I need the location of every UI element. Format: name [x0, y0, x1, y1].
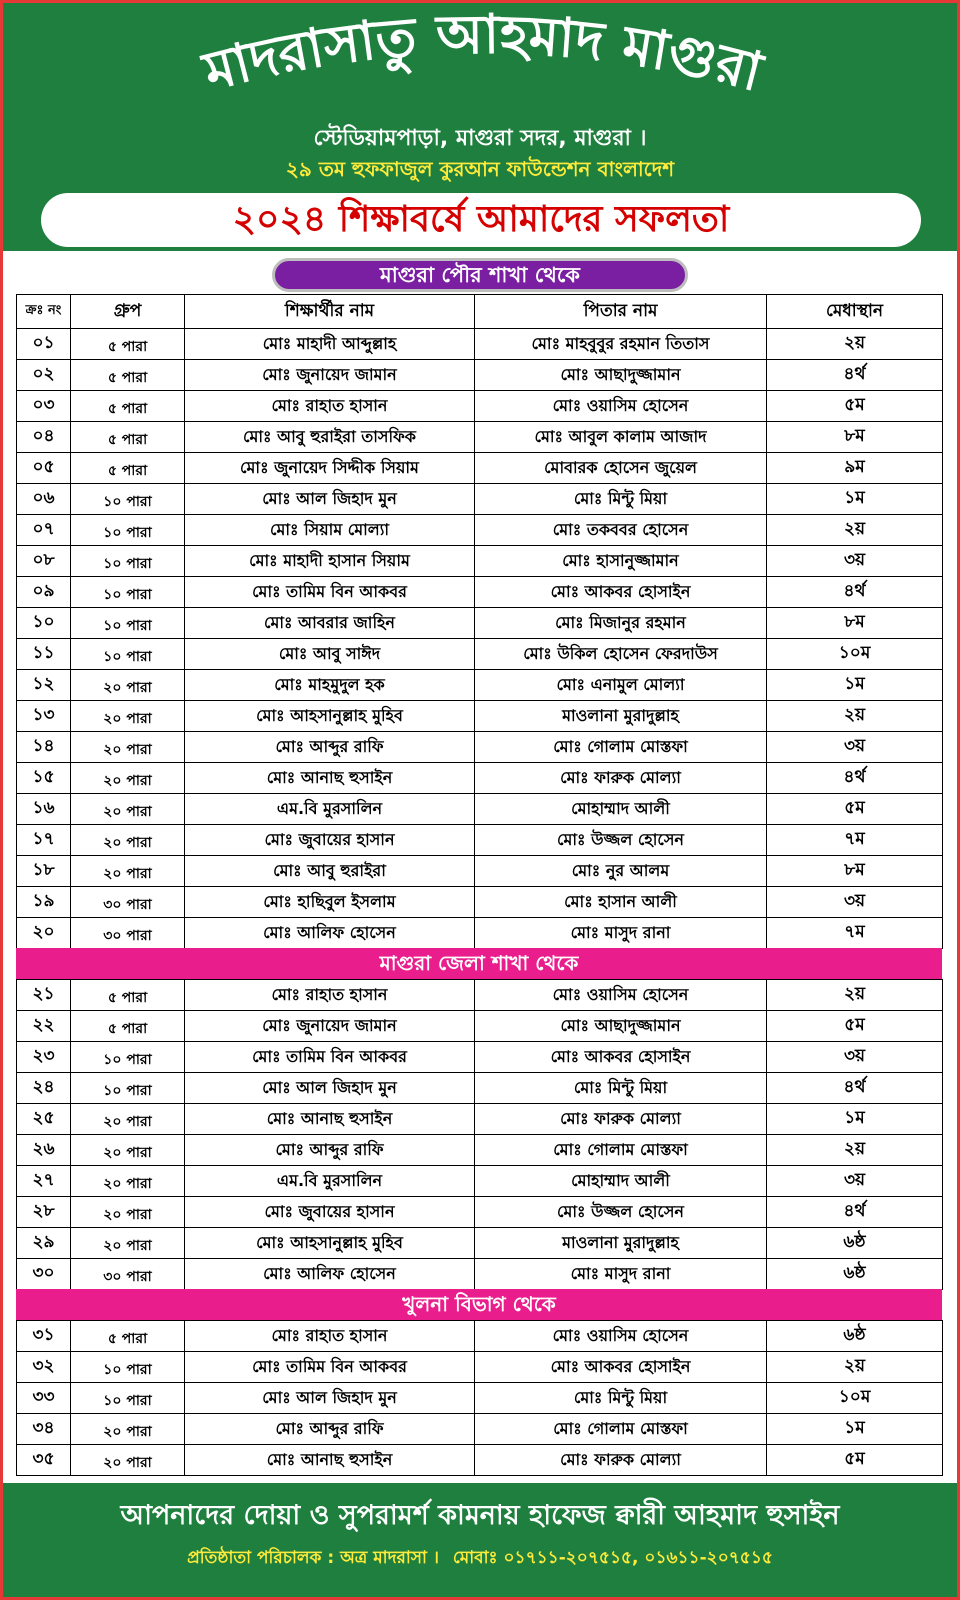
student-name-cell: এম.বি মুরসালিন [185, 794, 475, 825]
table-row [17, 1352, 943, 1383]
father-name-cell: মোঃ এনামুল মোল্যা [475, 670, 767, 701]
rank-cell: ৫ম [767, 391, 943, 422]
father-name-cell: মোঃ নুর আলম [475, 856, 767, 887]
table-row [17, 1197, 943, 1228]
table-row [17, 1321, 943, 1352]
group-cell: ২০ পারা [71, 1445, 185, 1476]
serial-cell: ৩১ [17, 1321, 71, 1352]
table-row [17, 422, 943, 453]
svg-text:মাদরাসাতু আহমাদ মাগুরা [195, 3, 770, 104]
student-name-cell: মোঃ জুনায়েদ জামান [185, 360, 475, 391]
footer-dua-line: আপনাদের দোয়া ও সুপরামর্শ কামনায় হাফেজ ক্বারী আহমাদ হুসাইন [120, 1500, 840, 1531]
serial-cell: ২৫ [17, 1104, 71, 1135]
rank-cell: ১ম [767, 484, 943, 515]
header [3, 3, 957, 251]
group-cell: ২০ পারা [71, 732, 185, 763]
student-name-cell: মোঃ রাহাত হাসান [185, 980, 475, 1011]
rank-cell: ৬ষ্ঠ [767, 1259, 943, 1290]
student-name-cell: মোঃ আবরার জাহিন [185, 608, 475, 639]
serial-cell: ০৯ [17, 577, 71, 608]
student-name-cell: মোঃ আল জিহাদ মুন [185, 1383, 475, 1414]
father-name-cell: মোঃ মাসুদ রানা [475, 1259, 767, 1290]
father-name-cell: মোঃ উজ্জল হোসেন [475, 1197, 767, 1228]
phone-text: মোবাঃ ০১৭১১-২০৭৫১৫, ০১৬১১-২০৭৫১৫ [452, 1548, 773, 1568]
results-table-pourashava [16, 294, 943, 949]
serial-cell: ১৯ [17, 887, 71, 918]
student-name-cell: মোঃ আহসানুল্লাহ মুহিব [185, 701, 475, 732]
rank-cell: ৩য় [767, 732, 943, 763]
serial-cell: ১৫ [17, 763, 71, 794]
student-name-cell: মোঃ আলিফ হোসেন [185, 918, 475, 949]
father-name-cell: মোঃ ওয়াসিম হোসেন [475, 1321, 767, 1352]
student-name-cell: মোঃ আবু সাঈদ [185, 639, 475, 670]
group-cell: ২০ পারা [71, 1135, 185, 1166]
student-name-cell: মোঃ মাহাদী হাসান সিয়াম [185, 546, 475, 577]
table-row [17, 515, 943, 546]
section-label-district: মাগুরা জেলা শাখা থেকে [16, 948, 942, 979]
group-cell: ৫ পারা [71, 329, 185, 360]
section-label-division: খুলনা বিভাগ থেকে [16, 1289, 942, 1320]
rank-cell: ২য় [767, 515, 943, 546]
student-name-cell: মোঃ তামিম বিন আকবর [185, 1042, 475, 1073]
table-header-row [17, 295, 943, 329]
rank-cell: ৮ম [767, 422, 943, 453]
serial-cell: ১৪ [17, 732, 71, 763]
father-name-cell: মোঃ মাহবুবুর রহমান তিতাস [475, 329, 767, 360]
table-row [17, 670, 943, 701]
column-header-serial: ক্রঃ নং [17, 295, 71, 329]
father-name-cell: মোঃ আছাদুজ্জামান [475, 360, 767, 391]
student-name-cell: মোঃ রাহাত হাসান [185, 1321, 475, 1352]
table-row [17, 577, 943, 608]
serial-cell: ৩৩ [17, 1383, 71, 1414]
rank-cell: ৩য় [767, 1042, 943, 1073]
table-row [17, 980, 943, 1011]
father-name-cell: মোঃ হাসানুজ্জামান [475, 546, 767, 577]
rank-cell: ৪র্থ [767, 1073, 943, 1104]
table-row [17, 1011, 943, 1042]
serial-cell: ২৬ [17, 1135, 71, 1166]
student-name-cell: মোঃ মাহাদী আব্দুল্লাহ [185, 329, 475, 360]
rank-cell: ৩য় [767, 887, 943, 918]
group-cell: ৩০ পারা [71, 918, 185, 949]
table-row [17, 453, 943, 484]
group-cell: ১০ পারা [71, 1073, 185, 1104]
group-cell: ১০ পারা [71, 515, 185, 546]
rank-cell: ৫ম [767, 794, 943, 825]
table-row [17, 856, 943, 887]
student-name-cell: মোঃ আনাছ হুসাইন [185, 763, 475, 794]
serial-cell: ২১ [17, 980, 71, 1011]
father-name-cell: মোহাম্মাদ আলী [475, 794, 767, 825]
father-name-cell: মোঃ গোলাম মোস্তফা [475, 1414, 767, 1445]
table-row [17, 391, 943, 422]
group-cell: ৫ পারা [71, 1321, 185, 1352]
father-name-cell: মোঃ উজ্জল হোসেন [475, 825, 767, 856]
group-cell: ২০ পারা [71, 825, 185, 856]
rank-cell: ১০ম [767, 639, 943, 670]
father-name-cell: মোঃ হাসান আলী [475, 887, 767, 918]
serial-cell: ২৩ [17, 1042, 71, 1073]
rank-cell: ২য় [767, 701, 943, 732]
group-cell: ২০ পারা [71, 1166, 185, 1197]
serial-cell: ১৩ [17, 701, 71, 732]
group-cell: ১০ পারা [71, 1352, 185, 1383]
father-name-cell: মোঃ মিজানুর রহমান [475, 608, 767, 639]
father-name-cell: মোঃ মাসুদ রানা [475, 918, 767, 949]
success-banner: ২০২৪ শিক্ষাবর্ষে আমাদের সফলতা [41, 193, 921, 247]
rank-cell: ২য় [767, 1135, 943, 1166]
serial-cell: ২৯ [17, 1228, 71, 1259]
serial-cell: ০৬ [17, 484, 71, 515]
section-label-pourashava: মাগুরা পৌর শাখা থেকে [272, 258, 688, 292]
student-name-cell: মোঃ রাহাত হাসান [185, 391, 475, 422]
table-row [17, 1414, 943, 1445]
serial-cell: ২৪ [17, 1073, 71, 1104]
student-name-cell: মোঃ তামিম বিন আকবর [185, 1352, 475, 1383]
table-row [17, 701, 943, 732]
table-row [17, 732, 943, 763]
rank-cell: ১০ম [767, 1383, 943, 1414]
group-cell: ১০ পারা [71, 1042, 185, 1073]
serial-cell: ০৩ [17, 391, 71, 422]
table-row [17, 484, 943, 515]
group-cell: ৩০ পারা [71, 1259, 185, 1290]
results-table-division [16, 1320, 943, 1476]
serial-cell: ০১ [17, 329, 71, 360]
father-name-cell: মোঃ ফারুক মোল্যা [475, 1445, 767, 1476]
student-name-cell: মোঃ হাছিবুল ইসলাম [185, 887, 475, 918]
father-name-cell: মাওলানা মুরাদুল্লাহ [475, 701, 767, 732]
rank-cell: ২য় [767, 1352, 943, 1383]
father-name-cell: মাওলানা মুরাদুল্লাহ [475, 1228, 767, 1259]
serial-cell: ০৪ [17, 422, 71, 453]
group-cell: ১০ পারা [71, 608, 185, 639]
student-name-cell: মোঃ মাহমুদুল হক [185, 670, 475, 701]
group-cell: ১০ পারা [71, 546, 185, 577]
student-name-cell: মোঃ আলিফ হোসেন [185, 1259, 475, 1290]
student-name-cell: মোঃ আল জিহাদ মুন [185, 1073, 475, 1104]
rank-cell: ৪র্থ [767, 1197, 943, 1228]
serial-cell: ০৭ [17, 515, 71, 546]
student-name-cell: মোঃ সিয়াম মোল্যা [185, 515, 475, 546]
rank-cell: ৪র্থ [767, 763, 943, 794]
column-header-rank: মেধাস্থান [767, 295, 943, 329]
rank-cell: ৭ম [767, 918, 943, 949]
serial-cell: ৩৪ [17, 1414, 71, 1445]
father-name-cell: মোঃ ফারুক মোল্যা [475, 1104, 767, 1135]
serial-cell: ১৬ [17, 794, 71, 825]
foundation-line: ২৯ তম হুফফাজুল কুরআন ফাউন্ডেশন বাংলাদেশ [285, 157, 675, 181]
serial-cell: ০৫ [17, 453, 71, 484]
group-cell: ২০ পারা [71, 794, 185, 825]
rank-cell: ৪র্থ [767, 577, 943, 608]
group-cell: ১০ পারা [71, 639, 185, 670]
table-row [17, 1073, 943, 1104]
group-cell: ৫ পারা [71, 391, 185, 422]
table-row [17, 887, 943, 918]
table-row [17, 1228, 943, 1259]
footer [3, 1483, 957, 1597]
student-name-cell: মোঃ জুবায়ের হাসান [185, 825, 475, 856]
father-name-cell: মোঃ ফারুক মোল্যা [475, 763, 767, 794]
rank-cell: ৩য় [767, 546, 943, 577]
student-name-cell: মোঃ তামিম বিন আকবর [185, 577, 475, 608]
rank-cell: ৬ষ্ঠ [767, 1321, 943, 1352]
table-row [17, 546, 943, 577]
group-cell: ২০ পারা [71, 670, 185, 701]
student-name-cell: মোঃ আব্দুর রাফি [185, 1135, 475, 1166]
rank-cell: ২য় [767, 980, 943, 1011]
serial-cell: ১১ [17, 639, 71, 670]
father-name-cell: মোবারক হোসেন জুয়েল [475, 453, 767, 484]
student-name-cell: মোঃ আব্দুর রাফি [185, 1414, 475, 1445]
father-name-cell: মোঃ আকবর হোসাইন [475, 1042, 767, 1073]
serial-cell: ৩২ [17, 1352, 71, 1383]
student-name-cell: মোঃ আল জিহাদ মুন [185, 484, 475, 515]
father-name-cell: মোঃ গোলাম মোস্তফা [475, 1135, 767, 1166]
group-cell: ২০ পারা [71, 1228, 185, 1259]
group-cell: ২০ পারা [71, 1197, 185, 1228]
footer-contact-line [3, 1545, 957, 1573]
rank-cell: ৬ষ্ঠ [767, 1228, 943, 1259]
serial-cell: ১৭ [17, 825, 71, 856]
student-name-cell: মোঃ জুবায়ের হাসান [185, 1197, 475, 1228]
student-name-cell: মোঃ জুনায়েদ জামান [185, 1011, 475, 1042]
column-header-group: গ্রুপ [71, 295, 185, 329]
student-name-cell: মোঃ আনাছ হুসাইন [185, 1104, 475, 1135]
student-name-cell: এম.বি মুরসালিন [185, 1166, 475, 1197]
serial-cell: ১২ [17, 670, 71, 701]
serial-cell: ২০ [17, 918, 71, 949]
father-name-cell: মোঃ আছাদুজ্জামান [475, 1011, 767, 1042]
rank-cell: ১ম [767, 1414, 943, 1445]
father-name-cell: মোঃ মিন্টু মিয়া [475, 1383, 767, 1414]
student-name-cell: মোঃ জুনায়েদ সিদ্দীক সিয়াম [185, 453, 475, 484]
table-row [17, 1104, 943, 1135]
director-text: প্রতিষ্ঠাতা পরিচালক : অত্র মাদরাসা । [187, 1548, 439, 1568]
group-cell: ৫ পারা [71, 453, 185, 484]
group-cell: ৩০ পারা [71, 887, 185, 918]
father-name-cell: মোহাম্মাদ আলী [475, 1166, 767, 1197]
serial-cell: ২৮ [17, 1197, 71, 1228]
student-name-cell: মোঃ আনাছ হুসাইন [185, 1445, 475, 1476]
serial-cell: ২৭ [17, 1166, 71, 1197]
student-name-cell: মোঃ আবু হুরাইরা তাসফিক [185, 422, 475, 453]
table-row [17, 763, 943, 794]
father-name-cell: মোঃ উকিল হোসেন ফেরদাউস [475, 639, 767, 670]
table-row [17, 639, 943, 670]
table-row [17, 1042, 943, 1073]
father-name-cell: মোঃ ওয়াসিম হোসেন [475, 980, 767, 1011]
father-name-cell: মোঃ আবুল কালাম আজাদ [475, 422, 767, 453]
father-name-cell: মোঃ তকববর হোসেন [475, 515, 767, 546]
group-cell: ৫ পারা [71, 980, 185, 1011]
group-cell: ১০ পারা [71, 577, 185, 608]
table-row [17, 1383, 943, 1414]
table-row [17, 794, 943, 825]
serial-cell: ০২ [17, 360, 71, 391]
group-cell: ২০ পারা [71, 1414, 185, 1445]
student-name-cell: মোঃ আব্দুর রাফি [185, 732, 475, 763]
father-name-cell: মোঃ আকবর হোসাইন [475, 577, 767, 608]
rank-cell: ১ম [767, 670, 943, 701]
rank-cell: ৫ম [767, 1445, 943, 1476]
column-header-student-name: শিক্ষার্থীর নাম [185, 295, 475, 329]
table-row [17, 825, 943, 856]
serial-cell: ২২ [17, 1011, 71, 1042]
table-row [17, 1445, 943, 1476]
rank-cell: ৪র্থ [767, 360, 943, 391]
father-name-cell: মোঃ মিন্টু মিয়া [475, 1073, 767, 1104]
rank-cell: ১ম [767, 1104, 943, 1135]
group-cell: ২০ পারা [71, 701, 185, 732]
group-cell: ২০ পারা [71, 1104, 185, 1135]
group-cell: ৫ পারা [71, 422, 185, 453]
table-row [17, 608, 943, 639]
serial-cell: ৩০ [17, 1259, 71, 1290]
table-row [17, 329, 943, 360]
table-row [17, 1135, 943, 1166]
serial-cell: ১৮ [17, 856, 71, 887]
student-name-cell: মোঃ আহসানুল্লাহ মুহিব [185, 1228, 475, 1259]
rank-cell: ৯ম [767, 453, 943, 484]
rank-cell: ৮ম [767, 856, 943, 887]
table-row [17, 1259, 943, 1290]
madrasa-title: মাদরাসাতু আহমাদ মাগুরা [197, 3, 769, 104]
rank-cell: ৭ম [767, 825, 943, 856]
rank-cell: ৩য় [767, 1166, 943, 1197]
father-name-cell: মোঃ ওয়াসিম হোসেন [475, 391, 767, 422]
rank-cell: ৫ম [767, 1011, 943, 1042]
rank-cell: ২য় [767, 329, 943, 360]
table-row [17, 1166, 943, 1197]
column-header-father-name: পিতার নাম [475, 295, 767, 329]
group-cell: ২০ পারা [71, 763, 185, 794]
table-row [17, 918, 943, 949]
father-name-cell: মোঃ মিন্টু মিয়া [475, 484, 767, 515]
serial-cell: ১০ [17, 608, 71, 639]
rank-cell: ৮ম [767, 608, 943, 639]
group-cell: ৫ পারা [71, 1011, 185, 1042]
address-line: স্টেডিয়ামপাড়া, মাগুরা সদর, মাগুরা । [313, 126, 647, 151]
serial-cell: ০৮ [17, 546, 71, 577]
group-cell: ৫ পারা [71, 360, 185, 391]
results-table-district [16, 979, 943, 1290]
group-cell: ১০ পারা [71, 1383, 185, 1414]
father-name-cell: মোঃ গোলাম মোস্তফা [475, 732, 767, 763]
table-row [17, 360, 943, 391]
father-name-cell: মোঃ আকবর হোসাইন [475, 1352, 767, 1383]
group-cell: ১০ পারা [71, 484, 185, 515]
group-cell: ২০ পারা [71, 856, 185, 887]
serial-cell: ৩৫ [17, 1445, 71, 1476]
student-name-cell: মোঃ আবু হুরাইরা [185, 856, 475, 887]
